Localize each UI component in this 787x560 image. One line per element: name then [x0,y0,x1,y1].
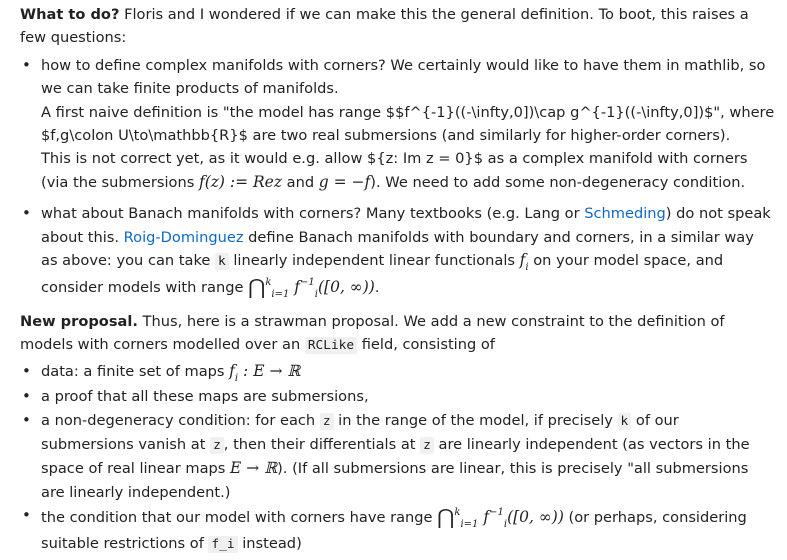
math-fi-map: $f_i$ : E → ℝ [229,361,301,384]
intro-text: Floris and I wondered if we can make this the general definition. To boot, this raises a few questions: [20,6,749,47]
code-z: z [210,437,224,454]
link-roig-dominguez[interactable]: Roig-Dominguez [123,228,244,246]
link-schmeding[interactable]: Schmeding [584,205,666,223]
proposal-text-a: Thus, here is a strawman proposal. We add a new constraint to the definition of models with corners modelled over an [20,312,725,354]
proposal-list [20,360,775,556]
list-item-data: • data: a finite set of maps $f_i$ : E → ℝ [41,360,775,385]
math-range-expression: $^k_{i=1}$ $f^{-1}_i([0$, ∞)) [454,507,564,531]
q1-line3a: This is not correct yet, as it would e.g. allow ${z: Im z = 0}$ as a complex manifold with corners (via the submersions [41,150,748,191]
q2-part1: what about Banach manifolds with corners? Many textbooks (e.g. Lang or [41,205,585,223]
q2-part3: define Banach manifolds with boundary and corners, in a similar way as above: you can take [41,228,754,270]
math-g-def: g = −f [318,172,371,191]
intro-paragraph [20,3,775,50]
list-item-complex-manifolds [41,54,775,194]
code-z: z [420,437,434,454]
list-item-proof: • a proof that all these maps are submersions, [41,385,775,408]
code-f-i: f_i [208,536,237,553]
questions-list [20,54,775,302]
q1-line1: how to define complex manifolds with corners? We certainly would like to have them in mathlib, so we can take finite products of manifolds. [41,56,766,98]
q2-part6: . [374,279,380,297]
math-f-def: f(z) := Rez [198,172,283,191]
code-rclike: RCLike [305,337,357,354]
proposal-text-b: field, consisting of [357,336,495,354]
q2-part5: on your model space, and consider models with range [41,252,724,297]
intro-heading: What to do? [20,6,120,23]
intersection-symbol: ⋂ [248,275,266,300]
q2-part4: linearly independent linear functionals [228,252,520,270]
proposal-paragraph [20,310,775,358]
q1-line3b: ). We need to add some non-degeneracy condition. [370,173,746,191]
list-item-non-degeneracy: • a non-degeneracy condition: for each z in the range of the model, if precisely k of our submersions vanish at z , then their differentials at z are linearly independent (as vectors in the space of real linear maps E → ℝ). (If all submersions are linear, this is precisely "all submersions are linearly independent.) [41,409,775,505]
q1-and: and [286,173,315,191]
math-e-to-r: E → ℝ [230,459,278,478]
code-z: z [320,413,334,430]
list-item-banach-manifolds [41,202,775,302]
math-range-expression: $^k_{i=1}$ $f^{-1}_i([0$, ∞)) [265,277,375,301]
intersection-symbol: ⋂ [437,505,455,530]
q1-line2: A first naive definition is "the model has range $$f^{-1}((-\infty,0])\cap g^{-1}((-\infty,0])$", where $f,g\colon U\to\mathbb{R}$ are two real submersions (and similarly for higher-order corners). [41,103,775,145]
code-k: k [215,253,229,270]
code-k: k [618,413,632,430]
proposal-heading: New proposal. [20,312,138,330]
q2-part2: ) do not speak about this. [41,205,771,246]
list-item-range-condition: • the condition that our model with corners have range ⋂$^k_{i=1}$ $f^{-1}_i([0$, ∞)) (or perhaps, considering suitable restrictions of f_i instead) [41,504,775,556]
math-fi: $f_i$ [519,251,529,274]
